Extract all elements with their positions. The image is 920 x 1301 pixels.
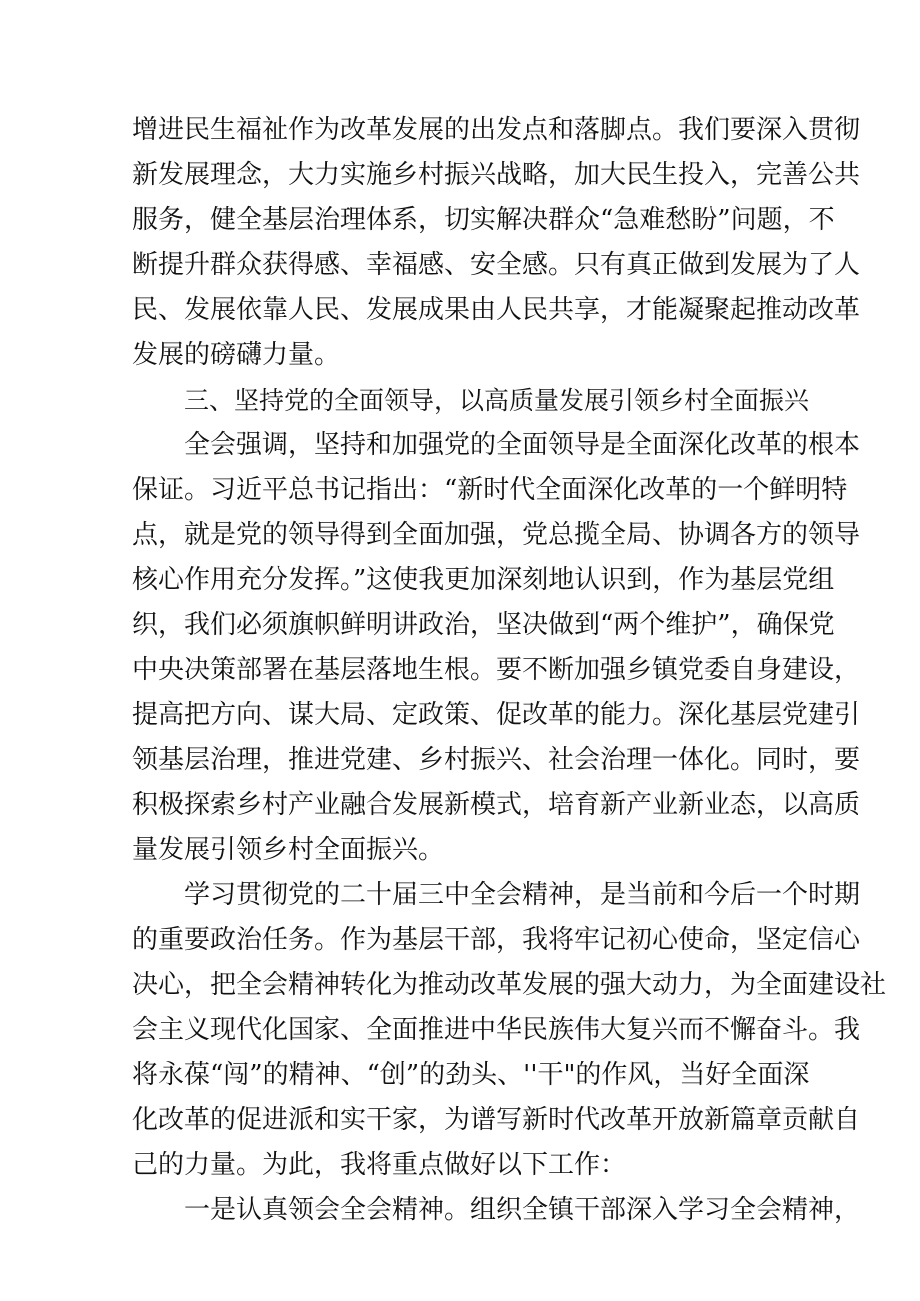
paragraph-1-line: 断提升群众获得感、幸福感、安全感。只有真正做到发展为了人 [132, 250, 861, 280]
paragraph-2-line: 积极探索乡村产业融合发展新模式，培育新产业新业态，以高质 [132, 790, 861, 820]
paragraph-3-line: 学习贯彻党的二十届三中全会精神，是当前和今后一个时期 [184, 880, 861, 910]
paragraph-2-line: 点，就是党的领导得到全面加强，党总揽全局、协调各方的领导 [132, 520, 861, 550]
paragraph-2-line: 保证。习近平总书记指出：“新时代全面深化改革的一个鲜明特 [132, 475, 848, 505]
paragraph-4-line: 一是认真领会全会精神。组织全镇干部深入学习全会精神， [184, 1195, 861, 1225]
paragraph-3-line: 将永葆“闯”的精神、“创”的劲头、''干"的作风，当好全面深 [132, 1060, 810, 1090]
paragraph-3-line: 化改革的促进派和实干家，为谱写新时代改革开放新篇章贡献自 [132, 1105, 861, 1135]
paragraph-1-line: 新发展理念，大力实施乡村振兴战略，加大民生投入，完善公共 [132, 160, 861, 190]
paragraph-1-line: 发展的磅礴力量。 [132, 340, 341, 370]
paragraph-2-line: 量发展引领乡村全面振兴。 [132, 835, 445, 865]
paragraph-3-line: 己的力量。为此，我将重点做好以下工作： [132, 1150, 627, 1180]
paragraph-1-line: 增进民生福祉作为改革发展的出发点和落脚点。我们要深入贯彻 [132, 115, 861, 145]
paragraph-2-line: 领基层治理，推进党建、乡村振兴、社会治理一体化。同时，要 [132, 745, 861, 775]
document-body [132, 108, 887, 1233]
paragraph-2-line: 核心作用充分发挥。”这使我更加深刻地认识到，作为基层党组 [132, 565, 835, 595]
paragraph-1-line: 服务，健全基层治理体系，切实解决群众“急难愁盼”问题，不 [132, 205, 835, 235]
section-heading-3: 三、坚持党的全面领导，以高质量发展引领乡村全面振兴 [184, 386, 810, 415]
paragraph-2-line: 中央决策部署在基层落地生根。要不断加强乡镇党委自身建设， [132, 655, 861, 685]
paragraph-3-line: 的重要政治任务。作为基层干部，我将牢记初心使命，坚定信心 [132, 925, 861, 955]
paragraph-3-line: 决心，把全会精神转化为推动改革发展的强大动力，为全面建设社 [132, 970, 887, 1000]
paragraph-2-line: 织，我们必须旗帜鲜明讲政治，坚决做到“两个维护”，确保党 [132, 610, 835, 640]
paragraph-1-line: 民、发展依靠人民、发展成果由人民共享，才能凝聚起推动改革 [132, 295, 861, 325]
paragraph-2-line: 全会强调，坚持和加强党的全面领导是全面深化改革的根本 [184, 430, 861, 460]
paragraph-3-line: 会主义现代化国家、全面推进中华民族伟大复兴而不懈奋斗。我 [132, 1015, 861, 1045]
paragraph-2-line: 提高把方向、谋大局、定政策、促改革的能力。深化基层党建引 [132, 700, 861, 730]
